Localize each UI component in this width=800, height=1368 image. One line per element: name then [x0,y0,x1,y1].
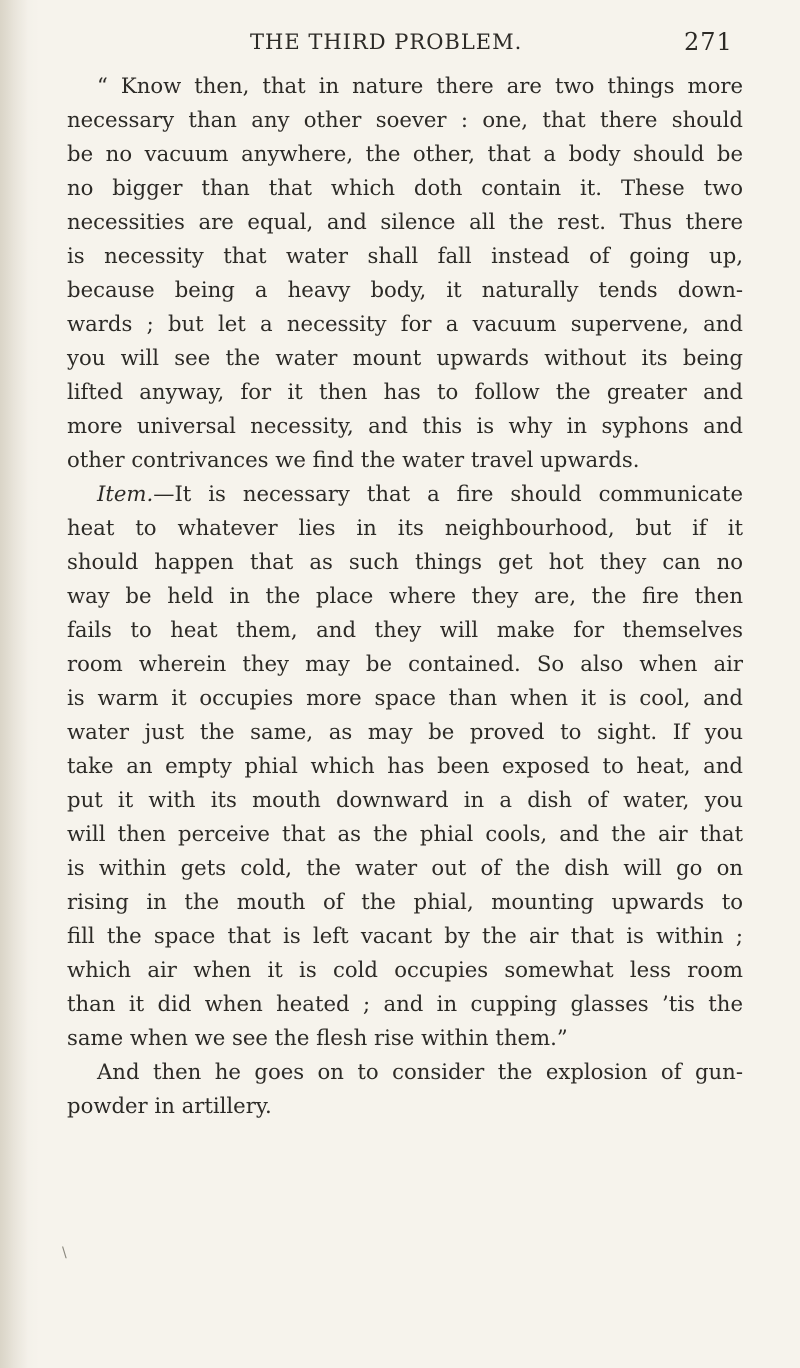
item-label: Item. [97,481,154,506]
text-line: other contrivances we find the water travel upwards. [67,447,640,472]
text-line: more universal necessity, and this is why in syphons and [67,413,743,438]
page-number: 271 [684,28,733,56]
text-line: “ Know then, that in nature there are two things more [97,73,743,98]
text-line: And then he goes on to consider the explosion of gun- [97,1059,743,1084]
text-line: room wherein they may be contained. So also when air [67,651,743,676]
text-line: powder in artillery. [67,1093,272,1118]
text-line: necessities are equal, and silence all the rest. Thus there [67,209,743,234]
text-line: which air when it is cold occupies somewhat less room [67,957,743,982]
text-line: is warm it occupies more space than when it is cool, and [67,685,743,710]
text-line: no bigger than that which doth contain it. These two [67,175,743,200]
text-line: is within gets cold, the water out of the dish will go on [67,855,743,880]
text-line: way be held in the place where they are, the fire then [67,583,743,608]
page-edge-shadow [0,0,28,1368]
text-line: than it did when heated ; and in cupping glasses ’tis the [67,991,743,1016]
text-line: you will see the water mount upwards without its being [67,345,743,370]
text-line: fails to heat them, and they will make for themselves [67,617,743,642]
text-line: will then perceive that as the phial cools, and the air that [67,821,743,846]
text-line: necessary than any other soever : one, that there should [67,107,743,132]
text-line: heat to whatever lies in its neighbourhood, but if it [67,515,743,540]
text-line: water just the same, as may be proved to sight. If you [67,719,743,744]
text-line: rising in the mouth of the phial, mounting upwards to [67,889,743,914]
text-line: wards ; but let a necessity for a vacuum supervene, and [67,311,743,336]
margin-mark: \ [62,1245,67,1261]
text-line: should happen that as such things get hot they can no [67,549,743,574]
text-line: take an empty phial which has been exposed to heat, and [67,753,743,778]
text-line: because being a heavy body, it naturally tends down- [67,277,743,302]
running-head [0,28,800,58]
text-line: fill the space that is left vacant by the air that is within ; [67,923,743,948]
text-line: is necessity that water shall fall instead of going up, [67,243,743,268]
item-first-line-text: —It is necessary that a fire should communicate [153,481,743,506]
body-text [67,69,743,1123]
running-title: THE THIRD PROBLEM. [250,30,523,54]
text-line: be no vacuum anywhere, the other, that a body should be [67,141,743,166]
text-line: put it with its mouth downward in a dish of water, you [67,787,743,812]
text-line: same when we see the flesh rise within them.” [67,1025,568,1050]
item-paragraph-first-line [67,477,743,511]
text-line: lifted anyway, for it then has to follow the greater and [67,379,743,404]
